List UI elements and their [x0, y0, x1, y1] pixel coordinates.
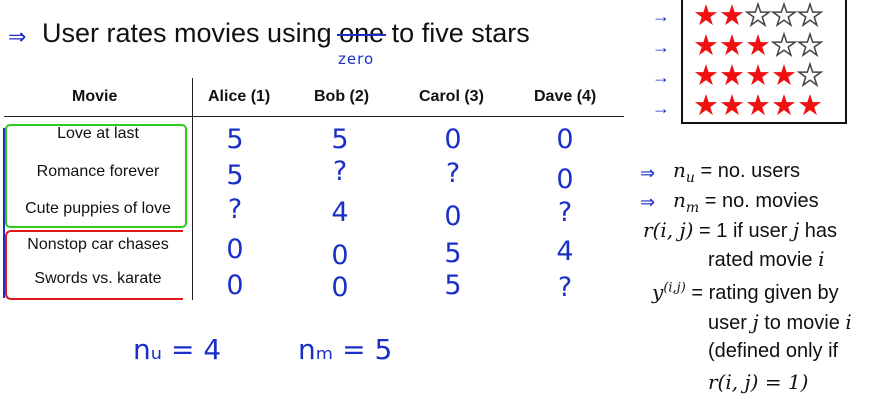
nu-symbol: n	[673, 158, 686, 182]
r-line2-i: i	[818, 247, 825, 271]
group-left-mark	[3, 128, 5, 298]
col-header-movie: Movie	[72, 88, 118, 105]
star-row-arrow: →	[652, 98, 670, 118]
def-y-line2	[708, 310, 852, 335]
rating-cell: 0	[444, 124, 462, 155]
title-suffix: to five stars	[384, 18, 530, 48]
y-superscript: (i,j)	[663, 280, 686, 296]
star-filled-icon: ★	[797, 90, 823, 122]
star-empty-icon: ★	[797, 60, 823, 92]
rating-cell: 0	[331, 240, 349, 271]
nu-text: = no. users	[694, 160, 800, 182]
rating-cell: 5	[226, 160, 244, 191]
movie-name: Romance forever	[36, 163, 160, 180]
r-j: j	[792, 218, 800, 242]
star-row	[693, 62, 837, 92]
star-empty-icon: ★	[771, 0, 797, 32]
col-header-bob: Bob (2)	[314, 88, 370, 105]
star-filled-icon: ★	[719, 30, 745, 62]
rating-cell: 4	[556, 236, 574, 267]
movie-name: Cute puppies of love	[25, 200, 171, 217]
def-num-movies	[673, 188, 819, 216]
col-header-carol: Carol (3)	[419, 88, 484, 105]
star-row	[693, 32, 837, 62]
r-text-1: = 1 if user	[693, 220, 793, 242]
def-y-line3: (defined only if	[708, 340, 839, 362]
star-filled-icon: ★	[693, 0, 719, 32]
star-row-arrow: →	[652, 37, 670, 57]
star-row-arrow: →	[652, 67, 670, 87]
r-text-2: has	[799, 220, 837, 242]
rating-cell: 5	[331, 124, 349, 155]
def-y	[652, 280, 839, 305]
table-header-rule	[4, 116, 624, 117]
r-symbol: r(i, j)	[643, 218, 694, 242]
star-empty-icon: ★	[745, 0, 771, 32]
rating-cell: 4	[331, 197, 349, 228]
star-filled-icon: ★	[693, 60, 719, 92]
heading-arrow: ⇒	[8, 24, 27, 49]
star-row-arrow: →	[652, 6, 670, 26]
movie-name: Love at last	[57, 125, 139, 142]
y-line2-j: j	[752, 310, 759, 334]
rating-cell: ?	[557, 197, 573, 228]
rating-cell: 0	[444, 201, 462, 232]
star-filled-icon: ★	[745, 90, 771, 122]
nu-subscript: u	[685, 170, 695, 186]
star-row	[693, 92, 837, 122]
star-filled-icon: ★	[693, 90, 719, 122]
nm-symbol: n	[673, 188, 686, 212]
rating-cell: 5	[444, 238, 462, 269]
y-line2-b: to movie	[758, 312, 846, 334]
y-symbol: y	[652, 280, 664, 304]
col-header-alice: Alice (1)	[208, 88, 271, 105]
title-prefix: User rates movies using	[42, 18, 340, 48]
rating-cell: 5	[226, 124, 244, 155]
users-count: nᵤ = 4	[133, 333, 222, 366]
page-title	[42, 18, 530, 49]
rating-cell: ?	[445, 158, 461, 189]
struck-word: one	[339, 18, 385, 48]
def-arrow: ⇒	[640, 192, 656, 212]
star-filled-icon: ★	[771, 60, 797, 92]
y-line2-a: user	[708, 312, 753, 334]
rating-cell: 0	[226, 270, 244, 301]
table-column-rule	[192, 78, 193, 300]
def-arrow: ⇒	[640, 163, 656, 183]
nm-subscript: m	[685, 200, 700, 216]
star-filled-icon: ★	[745, 60, 771, 92]
rating-cell: ?	[332, 156, 348, 187]
def-r	[643, 218, 837, 243]
col-header-dave: Dave (4)	[534, 88, 597, 105]
r-line2-text: rated movie	[708, 249, 819, 271]
y-line2-i: i	[845, 310, 852, 334]
star-filled-icon: ★	[719, 0, 745, 32]
star-empty-icon: ★	[771, 30, 797, 62]
rating-cell: 0	[556, 164, 574, 195]
star-row	[693, 2, 837, 32]
star-filled-icon: ★	[771, 90, 797, 122]
y-text: = rating given by	[685, 282, 839, 304]
rating-cell: 0	[226, 234, 244, 265]
rating-cell: ?	[227, 194, 243, 225]
rating-cell: ?	[557, 272, 573, 303]
rating-cell: 5	[444, 270, 462, 301]
def-r-line2	[708, 247, 824, 272]
nm-text: = no. movies	[699, 190, 819, 212]
movie-name: Swords vs. karate	[34, 270, 162, 287]
def-num-users	[673, 158, 800, 186]
star-rating-box	[681, 0, 847, 124]
star-empty-icon: ★	[797, 0, 823, 32]
star-empty-icon: ★	[797, 30, 823, 62]
star-filled-icon: ★	[719, 60, 745, 92]
movie-name: Nonstop car chases	[27, 236, 169, 253]
def-y-line4: r(i, j) = 1)	[708, 370, 809, 394]
rating-cell: 0	[556, 124, 574, 155]
zero-annotation: zero	[338, 50, 375, 68]
star-filled-icon: ★	[719, 90, 745, 122]
star-filled-icon: ★	[693, 30, 719, 62]
movies-count: nₘ = 5	[298, 333, 393, 366]
star-filled-icon: ★	[745, 30, 771, 62]
rating-cell: 0	[331, 272, 349, 303]
